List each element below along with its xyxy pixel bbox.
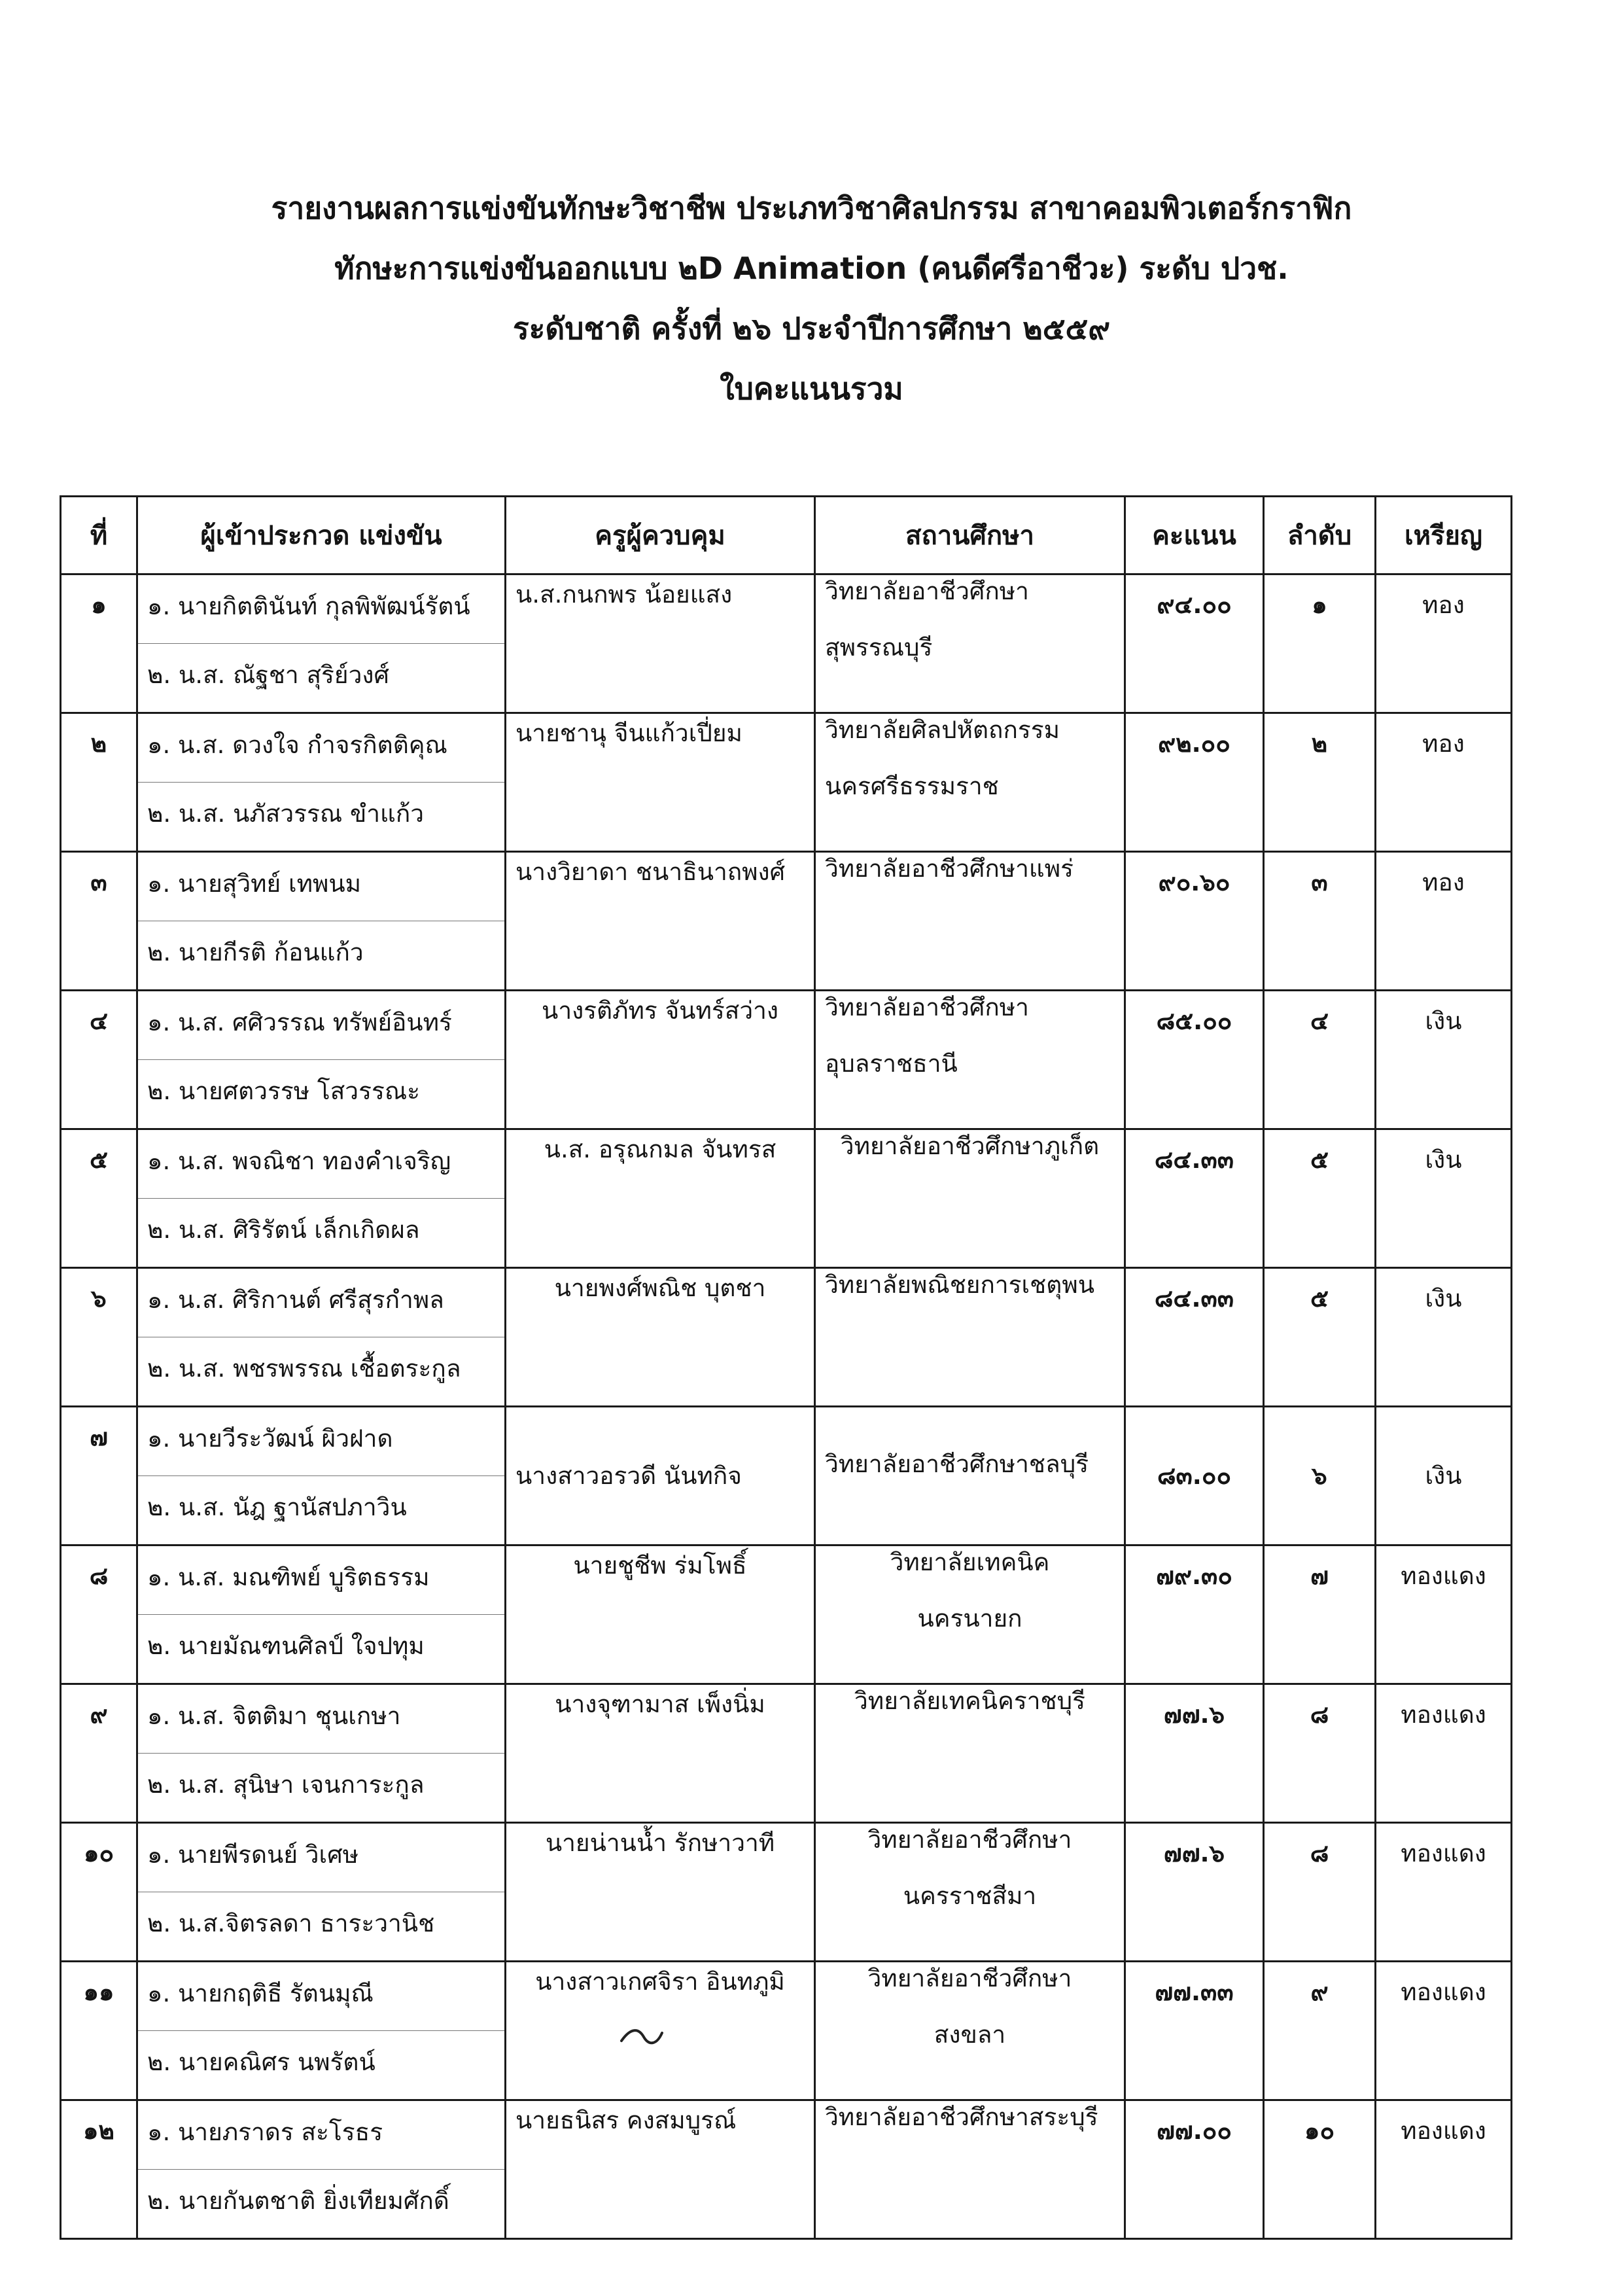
medal-value: ทอง [1376, 574, 1512, 713]
contestant-1: ๑. น.ส. ศิริกานต์ ศรีสุรกำพล [137, 1268, 506, 1337]
teacher-name: นายพงศ์พณิช บุตชา [506, 1268, 815, 1407]
school-cell [815, 1823, 1125, 1962]
contestant-2: ๒. นายกีรติ ก้อนแก้ว [137, 921, 506, 991]
school-name-line-1: วิทยาลัยอาชีวศึกษา [867, 1826, 1072, 1854]
row-number: ๑๒ [61, 2100, 137, 2239]
medal-value: ทองแดง [1376, 1962, 1512, 2100]
teacher-name: น.ส. อรุณกมล จันทรส [506, 1129, 815, 1268]
school-name-line-1: วิทยาลัยอาชีวศึกษาสระบุรี [825, 2103, 1098, 2131]
row-number: ๑๐ [61, 1823, 137, 1962]
score-value: ๘๔.๓๓ [1125, 1129, 1264, 1268]
school-name-line-1: วิทยาลัยอาชีวศึกษา [825, 993, 1029, 1021]
contestant-2: ๒. นายคณิศร นพรัตน์ [137, 2031, 506, 2100]
row-number: ๓ [61, 852, 137, 991]
score-value: ๙๐.๖๐ [1125, 852, 1264, 991]
school-name-line-1: วิทยาลัยเทคนิคราชบุรี [854, 1687, 1085, 1715]
score-value: ๘๔.๓๓ [1125, 1268, 1264, 1407]
score-value: ๗๗.๐๐ [1125, 2100, 1264, 2239]
contestant-1: ๑. น.ส. พจณิชา ทองคำเจริญ [137, 1129, 506, 1199]
medal-value: เงิน [1376, 991, 1512, 1129]
school-name-line-1: วิทยาลัยศิลปหัตถกรรม [825, 716, 1060, 744]
medal-value: ทองแดง [1376, 2100, 1512, 2239]
medal-value: ทอง [1376, 713, 1512, 852]
teacher-name: นายน่านน้ำ รักษาวาที [506, 1823, 815, 1962]
teacher-name: นางรติภัทร จันทร์สว่าง [506, 991, 815, 1129]
contestant-2: ๒. นายศตวรรษ โสวรรณะ [137, 1060, 506, 1129]
table-row [61, 1962, 1512, 2031]
school-cell [815, 1545, 1125, 1684]
rank-value: ๘ [1264, 1684, 1376, 1823]
col-header-rank: ลำดับ [1264, 497, 1376, 574]
score-value: ๗๗.๓๓ [1125, 1962, 1264, 2100]
contestant-1: ๑. นายพีรดนย์ วิเศษ [137, 1823, 506, 1892]
medal-value: เงิน [1376, 1268, 1512, 1407]
medal-value: ทองแดง [1376, 1545, 1512, 1684]
school-cell [815, 852, 1125, 991]
table-row [61, 1545, 1512, 1615]
school-cell [815, 991, 1125, 1129]
medal-value: ทองแดง [1376, 1684, 1512, 1823]
contestant-1: ๑. น.ส. ศศิวรรณ ทรัพย์อินทร์ [137, 991, 506, 1060]
school-name-line-2: นครราชสีมา [903, 1882, 1037, 1910]
school-name-line-2: สงขลา [934, 2021, 1006, 2049]
contestant-2: ๒. น.ส. นภัสวรรณ ขำแก้ว [137, 783, 506, 852]
rank-value: ๑๐ [1264, 2100, 1376, 2239]
rank-value: ๘ [1264, 1823, 1376, 1962]
school-cell [815, 1407, 1125, 1545]
row-number: ๗ [61, 1407, 137, 1545]
contestant-1: ๑. นายภราดร สะโรธร [137, 2100, 506, 2170]
school-name-line-1: วิทยาลัยอาชีวศึกษา [867, 1964, 1072, 1992]
rank-value: ๒ [1264, 713, 1376, 852]
page-mark-tilde [619, 2024, 665, 2050]
col-header-teacher: ครูผู้ควบคุม [506, 497, 815, 574]
contestant-1: ๑. น.ส. จิตติมา ชุนเกษา [137, 1684, 506, 1754]
table-row [61, 1268, 1512, 1337]
rank-value: ๔ [1264, 991, 1376, 1129]
document-type: ใบคะแนนรวม [720, 371, 903, 406]
score-value: ๙๔.๐๐ [1125, 574, 1264, 713]
col-header-medal: เหรียญ [1376, 497, 1512, 574]
score-value: ๘๕.๐๐ [1125, 991, 1264, 1129]
rank-value: ๓ [1264, 852, 1376, 991]
table-row [61, 2100, 1512, 2170]
row-number: ๑๑ [61, 1962, 137, 2100]
table-row [61, 713, 1512, 783]
school-cell [815, 1268, 1125, 1407]
school-cell [815, 1962, 1125, 2100]
medal-value: ทองแดง [1376, 1823, 1512, 1962]
medal-value: เงิน [1376, 1129, 1512, 1268]
col-header-school: สถานศึกษา [815, 497, 1125, 574]
contestant-2: ๒. น.ส. สุนิษา เจนการะกูล [137, 1754, 506, 1823]
competition-subtitle: ทักษะการแข่งขันออกแบบ ๒D Animation (คนดีศรีอาชีวะ) ระดับ ปวช. [334, 251, 1289, 286]
contestant-1: ๑. นายวีระวัฒน์ ผิวฝาด [137, 1407, 506, 1476]
contestant-2: ๒. นายมัณฑนศิลป์ ใจปทุม [137, 1615, 506, 1684]
row-number: ๘ [61, 1545, 137, 1684]
row-number: ๒ [61, 713, 137, 852]
school-name-line-1: วิทยาลัยพณิชยการเชตุพน [825, 1271, 1095, 1299]
school-cell [815, 574, 1125, 713]
contestant-1: ๑. น.ส. ดวงใจ กำจรกิตติคุณ [137, 713, 506, 783]
table-row [61, 1407, 1512, 1476]
row-number: ๔ [61, 991, 137, 1129]
table-row [61, 1129, 1512, 1199]
col-header-score: คะแนน [1125, 497, 1264, 574]
score-value: ๘๓.๐๐ [1125, 1407, 1264, 1545]
contestant-1: ๑. นายสุวิทย์ เทพนม [137, 852, 506, 921]
teacher-name: น.ส.กนกพร น้อยแสง [506, 574, 815, 713]
score-value: ๗๗.๖ [1125, 1823, 1264, 1962]
school-name-line-1: วิทยาลัยเทคนิค [890, 1548, 1050, 1576]
teacher-name: นางจุฑามาส เพ็งนิ่ม [506, 1684, 815, 1823]
teacher-name: นางวิยาดา ชนาธินาถพงศ์ [506, 852, 815, 991]
table-row [61, 991, 1512, 1060]
contestant-1: ๑. น.ส. มณฑิพย์ บูริตธรรม [137, 1545, 506, 1615]
contestant-2: ๒. น.ส. ณัฐชา สุริย์วงศ์ [137, 644, 506, 713]
school-name-line-1: วิทยาลัยอาชีวศึกษา [825, 577, 1029, 605]
medal-value: ทอง [1376, 852, 1512, 991]
school-name-line-2: นครนายก [917, 1604, 1022, 1633]
report-header [0, 187, 1623, 428]
score-value: ๙๒.๐๐ [1125, 713, 1264, 852]
teacher-name: นางสาวอรวดี นันทกิจ [506, 1407, 815, 1545]
table-row [61, 1823, 1512, 1892]
event-level-line: ระดับชาติ ครั้งที่ ๒๖ ประจำปีการศึกษา ๒๕๕๙ [512, 311, 1111, 346]
school-cell [815, 1129, 1125, 1268]
school-cell [815, 2100, 1125, 2239]
school-name-line-2: สุพรรณบุรี [825, 633, 933, 662]
school-name-line-2: อุบลราชธานี [825, 1050, 958, 1078]
rank-value: ๕ [1264, 1129, 1376, 1268]
school-cell [815, 713, 1125, 852]
score-value: ๗๙.๓๐ [1125, 1545, 1264, 1684]
teacher-name: นายชูชีพ ร่มโพธิ์ [506, 1545, 815, 1684]
teacher-name: นายธนิสร คงสมบูรณ์ [506, 2100, 815, 2239]
teacher-name: นางสาวเกศจิรา อินทภูมิ [506, 1962, 815, 2100]
contestant-2: ๒. นายกันตชาติ ยิ่งเทียมศักดิ์ [137, 2170, 506, 2239]
school-name-line-1: วิทยาลัยอาชีวศึกษาแพร่ [825, 855, 1074, 883]
rank-value: ๖ [1264, 1407, 1376, 1545]
rank-value: ๗ [1264, 1545, 1376, 1684]
col-header-contestants: ผู้เข้าประกวด แข่งขัน [137, 497, 506, 574]
score-value: ๗๗.๖ [1125, 1684, 1264, 1823]
rank-value: ๙ [1264, 1962, 1376, 2100]
row-number: ๖ [61, 1268, 137, 1407]
teacher-name: นายชานุ จีนแก้วเปี่ยม [506, 713, 815, 852]
rank-value: ๑ [1264, 574, 1376, 713]
contestant-1: ๑. นายกิตตินันท์ กุลพิพัฒน์รัตน์ [137, 574, 506, 644]
school-name-line-1: วิทยาลัยอาชีวศึกษาชลบุรี [825, 1449, 1089, 1478]
contestant-2: ๒. น.ส. นัฎ ฐานัสปภาวิน [137, 1476, 506, 1545]
school-name-line-1: วิทยาลัยอาชีวศึกษาภูเก็ต [840, 1132, 1100, 1160]
table-row [61, 852, 1512, 921]
contestant-1: ๑. นายกฤติธี รัตนมุณี [137, 1962, 506, 2031]
rank-value: ๕ [1264, 1268, 1376, 1407]
row-number: ๙ [61, 1684, 137, 1823]
school-name-line-2: นครศรีธรรมราช [825, 772, 999, 800]
report-title: รายงานผลการแข่งขันทักษะวิชาชีพ ประเภทวิชาศิลปกรรม สาขาคอมพิวเตอร์กราฟิก [271, 190, 1352, 226]
contestant-2: ๒. น.ส. ศิริรัตน์ เล็กเกิดผล [137, 1199, 506, 1268]
col-header-no: ที่ [61, 497, 137, 574]
table-row [61, 1684, 1512, 1754]
medal-value: เงิน [1376, 1407, 1512, 1545]
contestant-2: ๒. น.ส. พชรพรรณ เชื้อตระกูล [137, 1337, 506, 1407]
row-number: ๑ [61, 574, 137, 713]
table-header-row [61, 497, 1512, 574]
row-number: ๕ [61, 1129, 137, 1268]
contestant-2: ๒. น.ส.จิตรลดา ธาระวานิช [137, 1892, 506, 1962]
school-cell [815, 1684, 1125, 1823]
table-row [61, 574, 1512, 644]
results-table [60, 495, 1512, 2240]
